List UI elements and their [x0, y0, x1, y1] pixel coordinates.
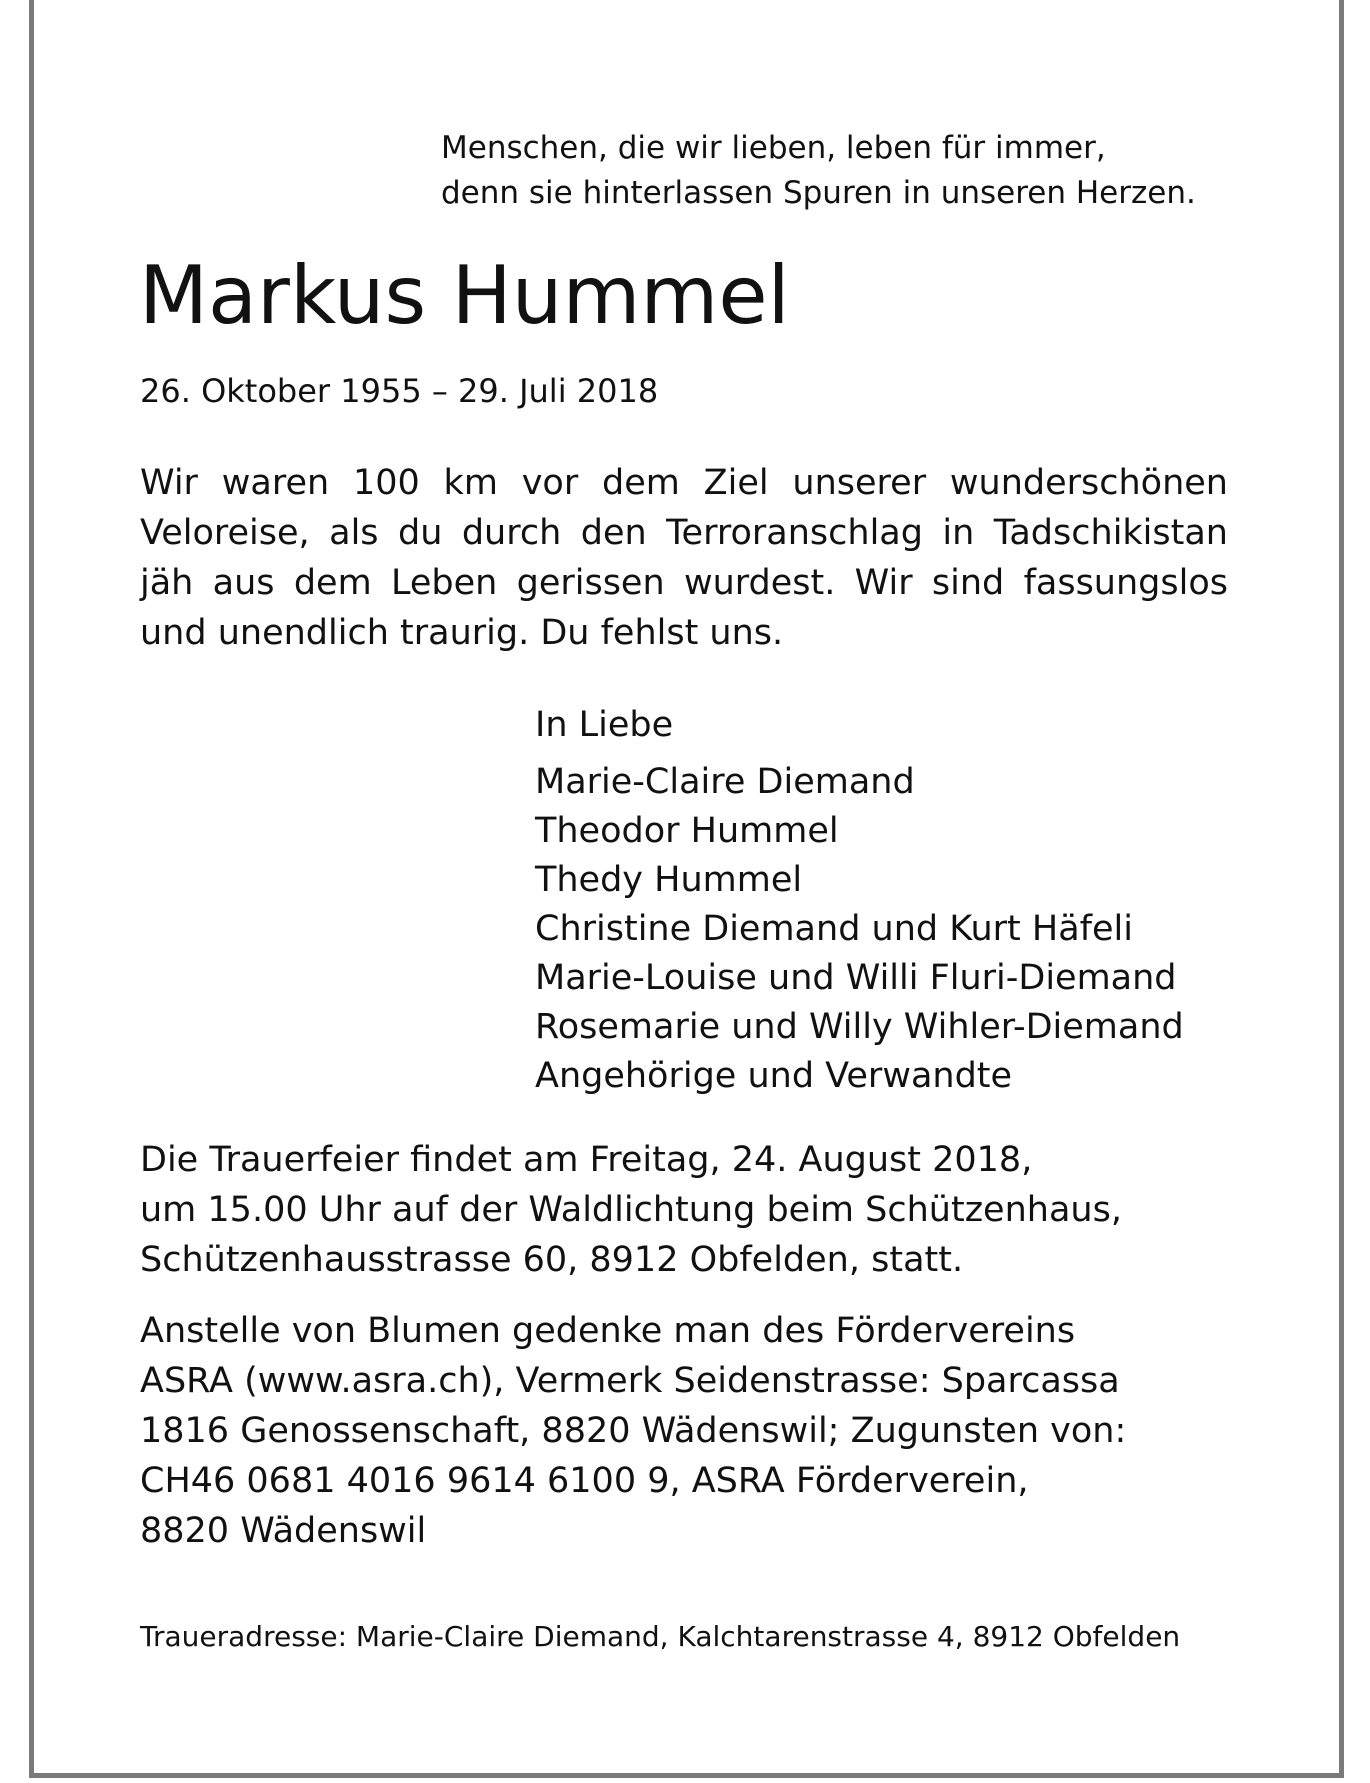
mourner-name: Marie-Louise und Willi Fluri-Diemand	[535, 958, 1177, 998]
mourner-name: Marie-Claire Diemand	[535, 762, 915, 802]
farewell-message: Wir waren 100 km vor dem Ziel unserer wunderschönen Veloreise, als du durch den Terroranschlag in Tadschikistan jäh aus dem Leben gerissen wurdest. Wir sind fassungslos und unendlich traurig. Du fehlst uns.	[140, 463, 1228, 653]
mourners-intro: In Liebe	[535, 705, 674, 745]
mourner-name: Thedy Hummel	[535, 860, 803, 900]
donation-line: 1816 Genossenschaft, 8820 Wädenswil; Zugunsten von:	[140, 1411, 1127, 1451]
mourner-name: Theodor Hummel	[535, 811, 839, 851]
donation-info	[140, 1306, 1126, 1556]
quote-line: denn sie hinterlassen Spuren in unseren Herzen.	[441, 175, 1196, 211]
deceased-name: Markus Hummel	[139, 249, 790, 342]
donation-line: ASRA (www.asra.ch), Vermerk Seidenstrasse: Sparcassa	[140, 1361, 1120, 1401]
ceremony-line: Schützenhausstrasse 60, 8912 Obfelden, statt.	[140, 1240, 964, 1280]
ceremony-line: Die Trauerfeier findet am Freitag, 24. August 2018,	[140, 1140, 1033, 1180]
memorial-quote	[441, 126, 1196, 216]
ceremony-info	[140, 1135, 1122, 1285]
donation-line: 8820 Wädenswil	[140, 1511, 427, 1551]
mourners-list	[535, 758, 1184, 1101]
quote-line: Menschen, die wir lieben, leben für immer,	[441, 130, 1106, 166]
mourning-address: Traueradresse: Marie-Claire Diemand, Kalchtarenstrasse 4, 8912 Obfelden	[140, 1620, 1181, 1653]
ceremony-line: um 15.00 Uhr auf der Waldlichtung beim Schützenhaus,	[140, 1190, 1122, 1230]
donation-line: CH46 0681 4016 9614 6100 9, ASRA Förderverein,	[140, 1461, 1029, 1501]
mourner-name: Rosemarie und Willy Wihler-Diemand	[535, 1007, 1184, 1047]
life-dates: 26. Oktober 1955 – 29. Juli 2018	[140, 372, 659, 410]
donation-line: Anstelle von Blumen gedenke man des Fördervereins	[140, 1311, 1076, 1351]
mourner-name: Angehörige und Verwandte	[535, 1056, 1013, 1096]
mourner-name: Christine Diemand und Kurt Häfeli	[535, 909, 1133, 949]
